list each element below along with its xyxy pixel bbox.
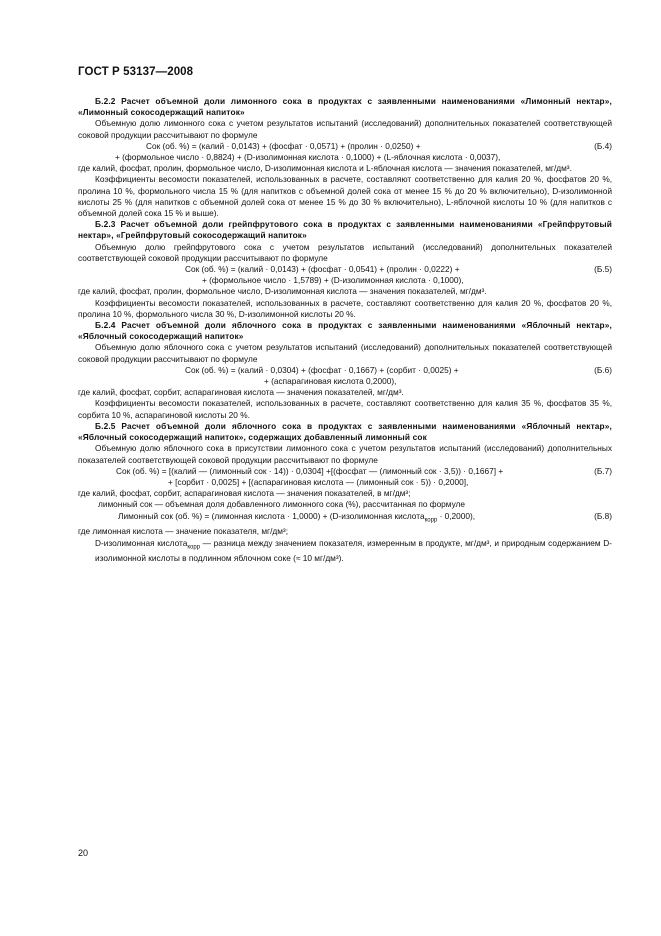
subscript: корр	[187, 544, 201, 551]
formula-line: + (аспарагиновая кислота 0,2000),	[264, 376, 397, 387]
paragraph: где лимонная кислота — значение показателя, мг/дм³;	[78, 526, 288, 537]
paragraph: где калий, фосфат, сорбит, аспарагиновая кислота — значения показателей, в мг/дм³;	[78, 488, 411, 499]
paragraph: где калий, фосфат, пролин, формольное число, D-изолимонная кислота — значения показателей, мг/дм³.	[78, 286, 487, 297]
formula-line: + (формольное число · 0,8824) + (D-изолимонная кислота · 0,1000) + (L-яблочная кислота · 0,0037),	[115, 152, 501, 163]
section-heading-b23: Б.2.3 Расчет объемной доли грейпфрутового сока в продуктах с заявленными наименованиями «Грейпфрутовый нектар», «Грейпфрутовый сокосодержащий напиток»	[78, 219, 612, 241]
paragraph: где калий, фосфат, сорбит, аспарагиновая кислота — значения показателей, мг/дм³.	[78, 387, 404, 398]
formula-number: (Б.8)	[594, 510, 612, 521]
formula-b5	[78, 264, 612, 275]
formula-line: Сок (об. %) = (калий · 0,0143) + (фосфат · 0,0571) + (пролин · 0,0250) +	[146, 140, 421, 151]
paragraph: Объемную долю яблочного сока с учетом результатов испытаний (исследований) дополнительных показателей соответствующей соковой продукции рассчитывают по формуле	[78, 342, 612, 364]
formula-b8	[78, 511, 612, 527]
formula-line: Сок (об. %) = (калий · 0,0143) + (фосфат · 0,0541) + (пролин · 0,0222) +	[185, 264, 460, 275]
formula-line: Сок (об. %) = [(калий — (лимонный сок · 14)) · 0,0304] +[(фосфат — (лимонный сок · 3,5)) · 0,1667] +	[116, 465, 504, 476]
formula-b7	[78, 466, 612, 477]
paragraph: Объемную долю грейпфрутового сока с учетом результатов испытаний (исследований) дополнительных показателей соответствующей соковой продукции рассчитывают по формуле	[78, 241, 612, 263]
paragraph: лимонный сок — объемная доля добавленного лимонного сока (%), рассчитанная по формуле	[98, 499, 466, 510]
formula-line: + (формольное число · 1,5789) + (D-изолимонная кислота · 0,1000),	[202, 275, 464, 286]
formula-text: Лимонный сок (об. %) = (лимонная кислота · 1,0000) + (D-изолимонная кислота	[118, 510, 425, 521]
paragraph: где калий, фосфат, пролин, формольное число, D-изолимонная кислота и L-яблочная кислота — значения показателей, мг/дм³.	[78, 163, 572, 174]
formula-number: (Б.5)	[594, 264, 612, 275]
formula-b6	[78, 365, 612, 376]
formula-number: (Б.4)	[594, 140, 612, 151]
document-header: ГОСТ Р 53137—2008	[78, 66, 194, 78]
section-heading-b22: Б.2.2 Расчет объемной доли лимонного сока в продуктах с заявленными наименованиями «Лимонный нектар», «Лимонный сокосодержащий напиток»	[78, 96, 612, 118]
paragraph: Коэффициенты весомости показателей, использованных в расчете, составляют соответственно для калия 35 %, фосфатов 35 %, сорбита 10 %, аспарагиновой кислоты 20 %.	[78, 398, 612, 420]
paragraph: Коэффициенты весомости показателей, использованных в расчете, составляют соответственно для калия 20 %, фосфатов 20 %, пролина 10 %, формольного числа 15 % (для напитков с объемной долей сока от менее 15 % до 20 % включительно), D-изолимонной кислоты 25 % (для напитков с объемной долей сока от менее 15 % до 30 % включительно), L-яблочной кислоты 10 % (для напитков с объемной долей сока 15 % и выше).	[78, 174, 612, 219]
formula-line: Сок (об. %) = (калий · 0,0304) + (фосфат · 0,1667) + (сорбит · 0,0025) +	[185, 364, 459, 375]
section-heading-b25: Б.2.5 Расчет объемной доли яблочного сока в продуктах с заявленными наименованиями «Яблочный нектар», «Яблочный сокосодержащий напиток», содержащих добавленный лимонный сок	[78, 420, 612, 443]
subscript: корр	[424, 517, 438, 524]
paragraph: Объемную долю лимонного сока с учетом результатов испытаний (исследований) дополнительных показателей соответствующей соковой продукции рассчитывают по формуле	[78, 118, 612, 140]
formula-text: · 0,2000),	[437, 510, 476, 521]
paragraph	[78, 538, 612, 565]
term: D-изолимонная кислота	[95, 537, 188, 548]
formula-line	[78, 511, 475, 527]
formula-line: + [сорбит · 0,0025] + [(аспарагиновая кислота — (лимонный сок · 5)) · 0,2000],	[168, 476, 469, 487]
section-heading-b24: Б.2.4 Расчет объемной доли яблочного сока в продуктах с заявленными наименованиями «Яблочный нектар», «Яблочный сокосодержащий напиток»	[78, 320, 612, 342]
formula-number: (Б.7)	[594, 465, 612, 476]
paragraph: Объемную долю яблочного сока в присутствии лимонного сока с учетом результатов испытаний (исследований) дополнительных показателей соответствующей соковой продукции рассчитывают по формуле	[78, 443, 612, 465]
formula-number: (Б.6)	[594, 364, 612, 375]
formula-b4	[78, 141, 612, 152]
definition-text: — разница между значением показателя, измеренным в продукте, мг/дм³, и природным содержанием D-изолимонной кислоты в подлинном яблочном соке (≈ 10 мг/дм³).	[95, 537, 612, 564]
document-body	[78, 96, 612, 565]
page-number: 20	[78, 848, 89, 858]
paragraph: Коэффициенты весомости показателей, использованных в расчете, составляют соответственно для калия 20 %, фосфатов 20 %, пролина 10 %, формольного числа 30 %, D-изолимонной кислоты 20 %.	[78, 297, 612, 319]
